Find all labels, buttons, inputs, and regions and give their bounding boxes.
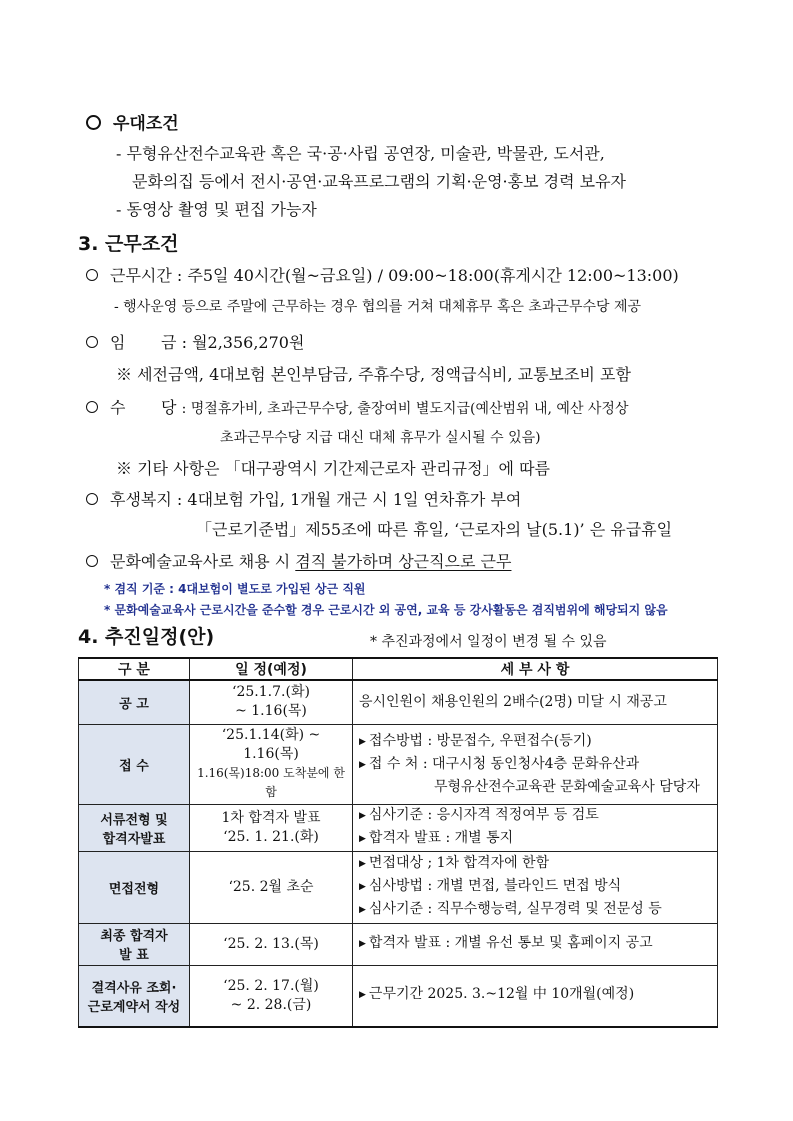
detail-text: 합격자 발표 : 개별 유선 통보 및 홈페이지 공고 bbox=[368, 934, 653, 951]
concurrent-note-2: * 문화예술교육사 근로시간을 준수할 경우 근로시간 외 공연, 교육 등 강사활동은 겸직범위에 해당되지 않음 bbox=[104, 603, 668, 617]
work-hours bbox=[86, 266, 679, 286]
allowance-label: 수 당 bbox=[110, 398, 177, 417]
row-category bbox=[79, 680, 190, 724]
concurrent-note-1: * 겸직 기준 : 4대보험이 별도로 가입된 상근 직원 bbox=[104, 582, 366, 596]
row-details bbox=[353, 804, 718, 851]
detail-line bbox=[359, 984, 711, 1007]
table-row bbox=[79, 804, 718, 851]
circle-bullet-icon bbox=[86, 115, 101, 130]
circle-bullet-icon bbox=[86, 336, 98, 348]
concurrent-text: 문화예술교육사로 채용 시 bbox=[110, 552, 296, 571]
row-details bbox=[353, 851, 718, 923]
row-date-line: ‘25. 2. 13.(목) bbox=[223, 935, 319, 952]
row-category bbox=[79, 804, 190, 851]
welfare-text: 후생복지 : 4대보험 가입, 1개월 개근 시 1일 연차휴가 부여 bbox=[110, 490, 522, 509]
section4-title: 4. 추진일정(안) bbox=[78, 626, 215, 648]
circle-bullet-icon bbox=[86, 269, 98, 281]
detail-text: 심사방법 : 개별 면접, 블라인드 면접 방식 bbox=[368, 877, 622, 894]
triangle-bullet-icon: ▶ bbox=[359, 990, 366, 1001]
welfare bbox=[86, 490, 521, 510]
circle-bullet-icon bbox=[86, 493, 98, 505]
row-category bbox=[79, 724, 190, 804]
preferred-item-1: - 무형유산전수교육관 혹은 국·공·사립 공연장, 미술관, 박물관, 도서관, bbox=[116, 144, 605, 163]
detail-line bbox=[359, 853, 711, 876]
preferred-title: 우대조건 bbox=[113, 114, 179, 134]
other-note: ※ 기타 사항은 「대구광역시 기간제근로자 관리규정」에 따름 bbox=[116, 459, 551, 478]
row-date-line: ‘25. 1. 21.(화) bbox=[223, 828, 319, 845]
row-category-text: 합격자발표 bbox=[102, 831, 166, 847]
row-date-line: ‘25.1.14(화) ~ 1.16(목) bbox=[221, 727, 321, 762]
triangle-bullet-icon: ▶ bbox=[359, 904, 366, 915]
row-category-text: 최종 합격자 bbox=[100, 929, 168, 944]
row-category-text: 근로계약서 작성 bbox=[87, 999, 181, 1015]
triangle-bullet-icon: ▶ bbox=[359, 833, 366, 844]
detail-line bbox=[359, 876, 711, 899]
row-date-line: ‘25. 2. 17.(월) bbox=[223, 977, 319, 994]
section3-title: 3. 근무조건 bbox=[78, 233, 179, 255]
triangle-bullet-icon: ▶ bbox=[359, 810, 366, 821]
concurrent bbox=[86, 552, 511, 572]
row-date bbox=[190, 923, 353, 965]
row-category-text: 면접전형 bbox=[108, 881, 160, 897]
detail-line: 응시인원이 채용인원의 2배수(2명) 미달 시 재공고 bbox=[359, 693, 667, 710]
preferred-heading bbox=[86, 114, 179, 134]
detail-text: 심사기준 : 직무수행능력, 실무경력 및 전문성 등 bbox=[368, 900, 662, 917]
wage bbox=[86, 333, 304, 353]
table-row bbox=[79, 724, 718, 804]
work-hours-note: - 행사운영 등으로 주말에 근무하는 경우 협의를 거쳐 대체휴무 혹은 초과근무수당 제공 bbox=[114, 299, 642, 315]
preferred-item-2: 문화의집 등에서 전시·공연·교육프로그램의 기획·운영·홍보 경력 보유자 bbox=[132, 172, 626, 191]
detail-text: 합격자 발표 : 개별 통지 bbox=[368, 829, 514, 846]
detail-text: 접수방법 : 방문접수, 우편접수(등기) bbox=[368, 732, 592, 749]
work-hours-text: 근무시간 : 주5일 40시간(월~금요일) / 09:00~18:00(휴게시간 12:00~13:00) bbox=[110, 266, 679, 285]
row-category bbox=[79, 965, 190, 1027]
header-schedule: 일 정(예정) bbox=[190, 658, 353, 680]
row-category bbox=[79, 923, 190, 965]
preferred-item-3: - 동영상 촬영 및 편집 가능자 bbox=[116, 200, 317, 219]
schedule-table bbox=[78, 657, 718, 1028]
welfare-2: 「근로기준법」제55조에 따른 휴일, ‘근로자의 날(5.1)’ 은 유급휴일 bbox=[196, 520, 673, 539]
row-category-text: 서류전형 및 bbox=[100, 812, 168, 828]
row-date bbox=[190, 965, 353, 1027]
allowance-value-2: 초과근무수당 지급 대신 대체 휴무가 실시될 수 있음) bbox=[220, 430, 541, 446]
detail-line bbox=[359, 828, 711, 851]
circle-bullet-icon bbox=[86, 555, 98, 567]
triangle-bullet-icon: ▶ bbox=[359, 759, 366, 770]
detail-line bbox=[359, 805, 711, 828]
row-date bbox=[190, 724, 353, 804]
triangle-bullet-icon: ▶ bbox=[359, 858, 366, 869]
circle-bullet-icon bbox=[86, 401, 98, 413]
wage-value: : 월2,356,270원 bbox=[181, 333, 305, 352]
section4-note: * 추진과정에서 일정이 변경 될 수 있음 bbox=[370, 634, 607, 650]
row-category bbox=[79, 851, 190, 923]
row-details bbox=[353, 724, 718, 804]
detail-line bbox=[359, 731, 711, 754]
row-date bbox=[190, 851, 353, 923]
detail-line bbox=[359, 754, 711, 777]
row-date-line: 1.16(목)18:00 도착분에 한함 bbox=[197, 766, 345, 799]
table-header-row bbox=[79, 658, 718, 680]
detail-text: 무형유산전수교육관 문화예술교육사 담당자 bbox=[434, 778, 700, 795]
detail-line bbox=[359, 933, 711, 956]
table-row bbox=[79, 680, 718, 724]
triangle-bullet-icon: ▶ bbox=[359, 881, 366, 892]
allowance-value: : 명절휴가비, 초과근무수당, 출장여비 별도지급(예산범위 내, 예산 사정상 bbox=[181, 401, 629, 417]
row-details bbox=[353, 923, 718, 965]
row-details bbox=[353, 965, 718, 1027]
table-row bbox=[79, 965, 718, 1027]
row-details bbox=[353, 680, 718, 724]
table-row bbox=[79, 851, 718, 923]
concurrent-underlined: 겸직 불가하며 상근직으로 근무 bbox=[295, 552, 512, 571]
detail-text: 근무기간 2025. 3.~12월 中 10개월(예정) bbox=[368, 986, 635, 1003]
wage-note: ※ 세전금액, 4대보험 본인부담금, 주휴수당, 정액급식비, 교통보조비 포함 bbox=[116, 365, 631, 384]
row-date-line: ~ 1.16(목) bbox=[235, 703, 307, 720]
triangle-bullet-icon: ▶ bbox=[359, 938, 366, 949]
detail-text: 심사기준 : 응시자격 적정여부 등 검토 bbox=[368, 806, 599, 823]
row-date bbox=[190, 680, 353, 724]
row-date-line: ‘25.1.7.(화) bbox=[232, 684, 310, 701]
table-row bbox=[79, 923, 718, 965]
row-category-text: 결격사유 조회· bbox=[91, 980, 177, 996]
row-date-line: ‘25. 2월 초순 bbox=[228, 878, 314, 895]
row-category-text: 발 표 bbox=[119, 948, 149, 963]
detail-text: 접 수 처 : 대구시청 동인청사4층 문화유산과 bbox=[368, 755, 640, 772]
row-date-line: 1차 합격자 발표 bbox=[221, 809, 321, 826]
row-category-text: 접 수 bbox=[119, 758, 149, 774]
header-category: 구 분 bbox=[79, 658, 190, 680]
detail-line bbox=[359, 777, 711, 798]
row-category-text: 공 고 bbox=[119, 696, 149, 712]
allowance bbox=[86, 398, 628, 419]
wage-label: 임 금 bbox=[110, 333, 177, 352]
triangle-bullet-icon: ▶ bbox=[359, 736, 366, 747]
row-date bbox=[190, 804, 353, 851]
detail-line bbox=[359, 899, 711, 922]
detail-text: 면접대상 ; 1차 합격자에 한함 bbox=[368, 854, 550, 871]
row-date-line: ~ 2. 28.(금) bbox=[230, 996, 312, 1013]
header-details: 세 부 사 항 bbox=[353, 658, 718, 680]
